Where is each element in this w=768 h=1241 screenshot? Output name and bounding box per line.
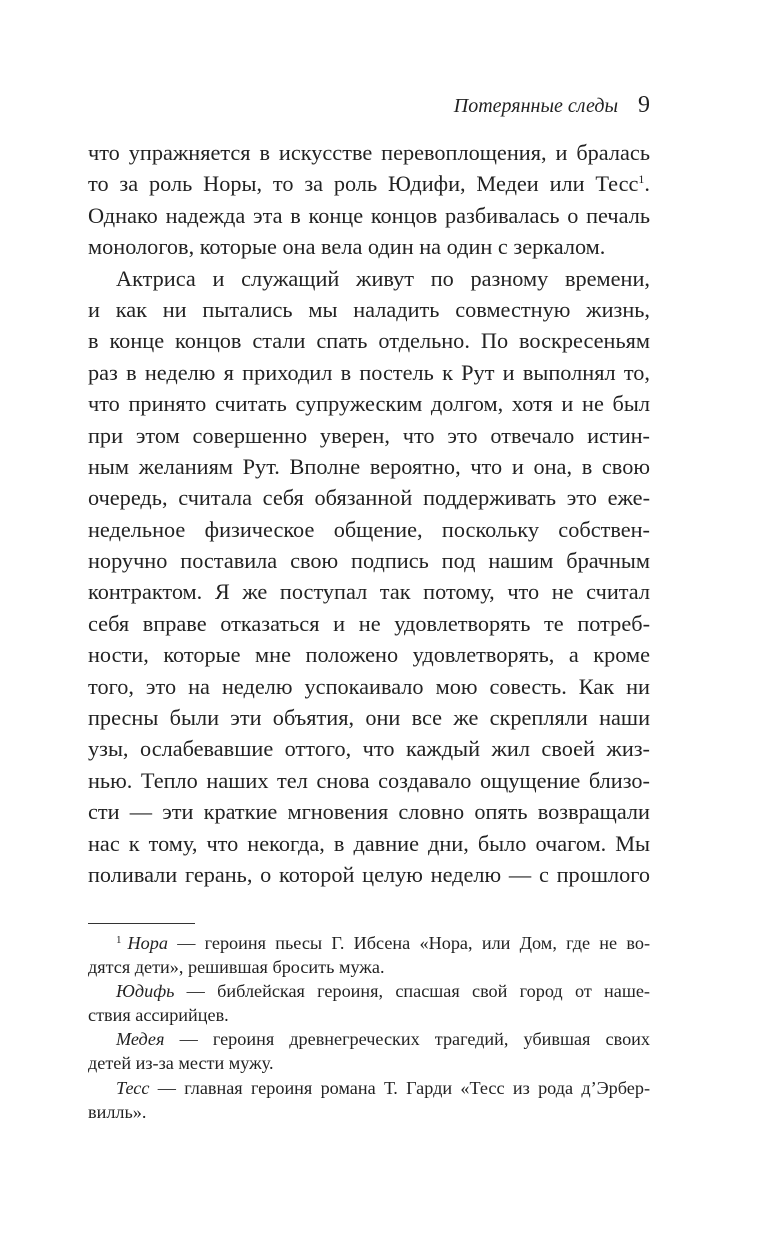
- text-line: ности, которые мне положено удовлетворять, а кроме: [88, 642, 650, 668]
- text-line: очередь, считала себя обязанной поддерживать это еже-: [88, 485, 650, 511]
- running-header: [88, 89, 650, 124]
- footnote-tess-line1: [88, 1076, 650, 1100]
- text-line: контрактом. Я же поступал так потому, что не считал: [88, 579, 650, 605]
- page-number: 9: [638, 92, 650, 118]
- text-line: себя вправе отказаться и не удовлетворять те потреб-: [88, 610, 650, 636]
- footnotes: [88, 931, 650, 1124]
- footnote-nora-line2: дятся дети», решившая бросить мужа.: [88, 957, 385, 978]
- footnote-reference: 1: [638, 172, 645, 187]
- text-line: в конце концов стали спать отдельно. По воскресеньям: [88, 328, 650, 354]
- text-line: поливали герань, о которой целую неделю — с прошлого: [88, 861, 650, 887]
- footnote-judith-line1: [88, 979, 650, 1003]
- footnote-text: — героиня древнегреческих трагедий, убившая своих: [164, 1029, 650, 1050]
- text-line-with-footnote: [88, 168, 650, 199]
- text-line: Однако надежда эта в конце концов разбивалась о печаль: [88, 202, 650, 228]
- text-line: что принято считать супружеским долгом, хотя и не был: [88, 391, 650, 417]
- text-line: раз в неделю я приходил в постель к Рут и выполнял то,: [88, 359, 650, 385]
- running-title: Потерянные следы: [453, 95, 618, 117]
- footnote-term: Нора: [127, 933, 168, 953]
- text-line-punctuation: .: [644, 171, 650, 197]
- text-line: при этом совершенно уверен, что это отвечало истин-: [88, 422, 650, 448]
- text-line: пресны были эти объятия, они все же скрепляли наши: [88, 705, 650, 731]
- footnote-term: Юдифь: [116, 981, 175, 1002]
- footnote-text: — библейская героиня, спасшая свой город от наше-: [174, 981, 650, 1002]
- footnote-tess-line2: вилль».: [88, 1101, 147, 1122]
- footnote-marker: 1: [116, 934, 122, 946]
- text-line: и как ни пытались мы наладить совместную жизнь,: [88, 296, 650, 322]
- footnote-text: — героиня пьесы Г. Ибсена «Нора, или Дом, где не во-: [167, 933, 650, 953]
- text-line: нью. Тепло наших тел снова создавало ощущение близо-: [88, 767, 650, 793]
- footnote-text: — главная героиня романа Т. Гарди «Тесс из рода д’Эрбер-: [149, 1077, 650, 1098]
- text-line: нас к тому, что некогда, в давние дни, было очагом. Мы: [88, 830, 650, 856]
- text-line: сти — эти краткие мгновения словно опять возвращали: [88, 799, 650, 825]
- footnote-judith-line2: ствия ассирийцев.: [88, 1005, 229, 1026]
- text-line-content: то за роль Норы, то за роль Юдифи, Медеи или Тесс: [88, 171, 639, 197]
- text-line: того, это на неделю успокаивало мою совесть. Как ни: [88, 673, 650, 699]
- text-line: монологов, которые она вела один на один с зеркалом.: [88, 234, 606, 260]
- text-line: что упражняется в искусстве перевоплощения, и бралась: [88, 140, 650, 165]
- main-text: [88, 137, 650, 890]
- text-line: норучно поставила свою подпись под нашим брачным: [88, 548, 650, 574]
- footnote-medea-line2: детей из-за мести мужу.: [88, 1053, 274, 1074]
- text-line: узы, ослабевавшие оттого, что каждый жил своей жиз-: [88, 736, 650, 762]
- footnote-term: Тесс: [116, 1077, 150, 1098]
- text-line: ным желаниям Рут. Вполне вероятно, что и она, в свою: [88, 453, 650, 479]
- text-line: Актриса и служащий живут по разному времени,: [116, 265, 650, 291]
- footnote-nora-line1: [88, 931, 650, 955]
- footnote-medea-line1: [88, 1027, 650, 1051]
- text-line: недельное физическое общение, поскольку собствен-: [88, 516, 650, 542]
- footnote-separator: [88, 923, 195, 924]
- footnote-term: Медея: [116, 1029, 165, 1050]
